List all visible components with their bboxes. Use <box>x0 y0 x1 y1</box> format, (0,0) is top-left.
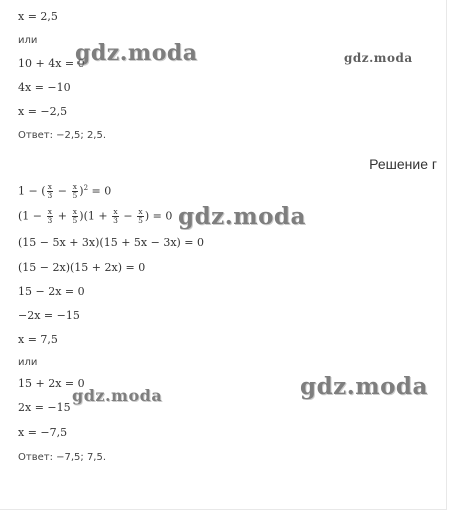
equation-minus-2x: −2x = −15 <box>18 309 80 322</box>
eq7-part-b: ) <box>79 184 84 198</box>
equation-expanded: (15 − 5x + 3x)(15 + 5x − 3x) = 0 <box>18 236 205 249</box>
eq7-part-a: 1 − ( <box>18 184 46 198</box>
equation-x-minus-2-5: x = −2,5 <box>18 105 68 118</box>
answer-1: Ответ: −2,5; 2,5. <box>18 130 107 141</box>
equation-square-diff <box>18 183 111 200</box>
fraction-x-over-3-a: $\frac{x}{3}$ <box>47 207 53 225</box>
fraction-x-over-5: $\frac{x}{5}$ <box>72 182 78 200</box>
plus-sign-a: + <box>57 209 68 223</box>
watermark-4: gdz.moda <box>300 373 428 400</box>
fraction-x-over-5-b: $\frac{x}{5}$ <box>138 207 143 225</box>
equation-4x-minus-10: 4x = −10 <box>18 81 71 94</box>
fraction-x-over-3: $\frac{x}{3}$ <box>47 182 53 200</box>
equation-10-plus-4x: 10 + 4x = 0 <box>18 57 85 70</box>
watermark-1: gdz.moda <box>75 40 198 66</box>
eq7-part-c: = 0 <box>88 184 112 198</box>
fraction-x-over-5-a: $\frac{x}{5}$ <box>72 207 78 225</box>
or-label-1: или <box>18 35 38 46</box>
equation-factored <box>18 208 172 225</box>
equation-x-2-5: x = 2,5 <box>18 10 58 23</box>
fraction-x-over-3-b: $\frac{x}{3}$ <box>113 207 118 225</box>
equation-x-minus-7-5: x = −7,5 <box>18 426 68 439</box>
solution-heading: Решение г <box>369 156 437 172</box>
or-label-2: или <box>18 357 38 368</box>
watermark-5: gdz.moda <box>72 386 163 405</box>
equation-15-minus-2x: 15 − 2x = 0 <box>18 285 85 298</box>
minus-sign: − <box>57 184 67 198</box>
minus-sign-b: − <box>123 209 133 223</box>
watermark-2: gdz.moda <box>344 51 413 65</box>
eq8-part-a: (1 − <box>18 209 43 223</box>
equation-15-plus-2x: 15 + 2x = 0 <box>18 377 85 390</box>
eq8-part-b: )(1 + <box>79 209 108 223</box>
equation-2x-minus-15: 2x = −15 <box>18 401 71 414</box>
watermark-3: gdz.moda <box>178 203 306 230</box>
equation-x-7-5: x = 7,5 <box>18 333 58 346</box>
exponent-2: 2 <box>83 184 89 192</box>
equation-product: (15 − 2x)(15 + 2x) = 0 <box>18 261 146 274</box>
eq8-part-c: ) = 0 <box>144 209 173 223</box>
answer-2: Ответ: −7,5; 7,5. <box>18 452 107 463</box>
